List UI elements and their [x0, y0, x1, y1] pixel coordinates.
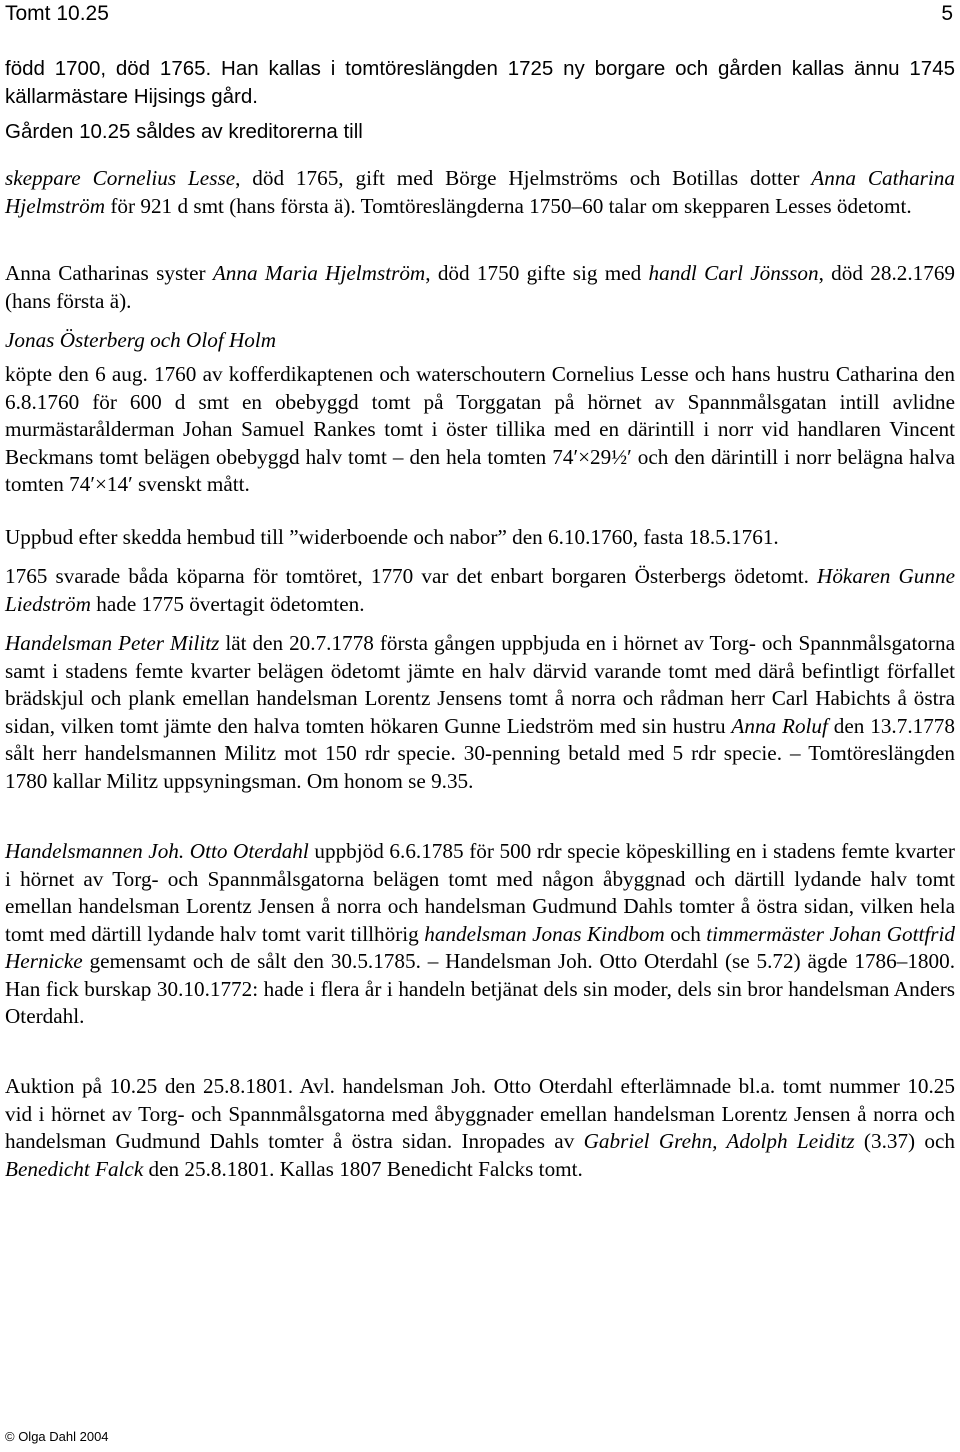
- page-title: Tomt 10.25: [5, 2, 109, 25]
- italic-name: skeppare Cornelius Lesse: [5, 166, 236, 190]
- text-run: , död 28.2.1769 (hans första ä).: [5, 261, 956, 313]
- italic-name: Jonas Österberg och Olof Holm: [5, 328, 277, 352]
- italic-name: Handelsman Peter Militz: [5, 631, 220, 655]
- italic-name: Anna Catharina Hjelmström: [5, 166, 955, 218]
- italic-name: Handelsmannen Joh. Otto Oterdahl: [5, 839, 309, 863]
- text-run: köpte den 6 aug. 1760 av kofferdikaptenen och waterschoutern Cornelius Lesse och hans hustru Catharina den 6.8.1760 för 600 d smt en obebyggd tomt på Torggatan på hörnet av Spannmålsgatan intill avlidne murmästarålderman Johan Samuel Rankes tomt i öster tillika med en därintill i norr vid handlaren Vincent Beckmans tomt belägen obebyggd halv tomt – den hela tomten 74′×29½′ och den därintill i norr belägna halva tomten 74′×14′ svenskt mått.: [5, 362, 955, 496]
- text-run: , död 1750 gifte sig med: [425, 261, 649, 285]
- paragraph: [5, 165, 955, 220]
- text-run: för 921 d smt (hans första ä). Tomtöreslängderna 1750–60 talar om skepparen Lesses ödetomt.: [105, 193, 912, 218]
- text-run: den 13.7.1778 sålt herr handelsmannen Militz mot 150 rdr specie. 30-penning betald med 5 rdr specie. – Tomtöreslängden 1780 kallar Militz uppsyningsman. Om honom se 9.35.: [5, 713, 955, 793]
- italic-name: handl Carl Jönsson: [648, 261, 819, 285]
- paragraph: [5, 118, 955, 146]
- text-run: och: [664, 921, 707, 946]
- text-run: gemensamt och de sålt den 30.5.1785. – Handelsman Joh. Otto Oterdahl (se 5.72) ägde 1786–1800. Han fick burskap 30.10.1772: hade i flera år i handeln betjänat dels sin moder, dels sin bror handelsman Anders Oterdahl.: [5, 949, 955, 1028]
- italic-name: handelsman Jonas Kindbom: [424, 921, 665, 946]
- page-footer: © Olga Dahl 2004: [5, 1429, 109, 1444]
- paragraph: [5, 1073, 955, 1183]
- paragraph: [5, 55, 955, 110]
- page-number: 5: [941, 2, 953, 25]
- page-header: [5, 0, 955, 30]
- text-run: hade 1775 övertagit ödetomten.: [90, 591, 365, 616]
- text-run: 1765 svarade båda köparna för tomtöret, 1770 var det enbart borgaren Österbergs ödetomt.: [5, 564, 818, 588]
- text-run: , död 1765, gift med Börge Hjelmströms och Botillas dotter: [235, 166, 812, 190]
- paragraph: [5, 361, 955, 499]
- paragraph: [5, 630, 955, 795]
- text-run: Auktion på 10.25 den 25.8.1801. Avl. handelsman Joh. Otto Oterdahl efterlämnade bl.a. tomt nummer 10.25 vid i hörnet av Torg- och Spannmålsgatorna med åbyggnader emellan handelsman Lorentz Jensen å norra och handelsman Gudmund Dahls tomter å östra sidan. Inropades av: [5, 1074, 955, 1153]
- italic-name: Gabriel Grehn, Adolph Leiditz: [583, 1129, 855, 1153]
- paragraph: [5, 524, 955, 552]
- text-run: den 25.8.1801. Kallas 1807 Benedicht Falcks tomt.: [143, 1156, 583, 1181]
- italic-name: Anna Maria Hjelmström: [212, 261, 426, 285]
- text-run: Gården 10.25 såldes av kreditorerna till: [5, 120, 363, 143]
- paragraph: [5, 260, 955, 315]
- italic-name: timmermäster Johan Gottfrid Hernicke: [5, 921, 955, 973]
- italic-name: Hökaren Gunne Liedström: [5, 564, 955, 616]
- paragraph: [5, 563, 955, 618]
- paragraph: [5, 838, 955, 1031]
- text-run: Anna Catharinas syster: [5, 261, 213, 285]
- italic-name: Benedicht Falck: [5, 1156, 144, 1181]
- text-run: uppbjöd 6.6.1785 för 500 rdr specie köpeskilling en i stadens femte kvarter i hörnet av Torg- och Spannmålsgatorna belägen tomt med någon åbyggnad och därtill lydande halv tomt emellan handelsman Lorentz Jensen å norra och handelsman Gudmund Dahls tomter å östra sidan, vilken hela tomt med därtill lydande halv tomt varit tillhörig: [5, 839, 955, 946]
- text-run: född 1700, död 1765. Han kallas i tomtöreslängden 1725 ny borgare och gården kallas ännu 1745 källarmästare Hijsings gård.: [5, 57, 955, 108]
- text-run: Uppbud efter skedda hembud till ”widerboende och nabor” den 6.10.1760, fasta 18.5.1761.: [5, 525, 779, 549]
- paragraph: [5, 327, 955, 355]
- italic-name: Anna Roluf: [731, 713, 828, 738]
- text-run: (3.37) och: [854, 1129, 956, 1153]
- text-run: lät den 20.7.1778 första gången uppbjuda en i hörnet av Torg- och Spannmålsgatorna samt i stadens femte kvarter belägen ödetomt jämte en halv därvid varande tomt med därå befintligt förfallet brädskjul och plank emellan handelsman Lorentz Jensens tomt å norra och rådman herr Carl Habichts å östra sidan, vilken tomt jämte den halva tomten hökaren Gunne Liedström med sin hustru: [5, 631, 955, 738]
